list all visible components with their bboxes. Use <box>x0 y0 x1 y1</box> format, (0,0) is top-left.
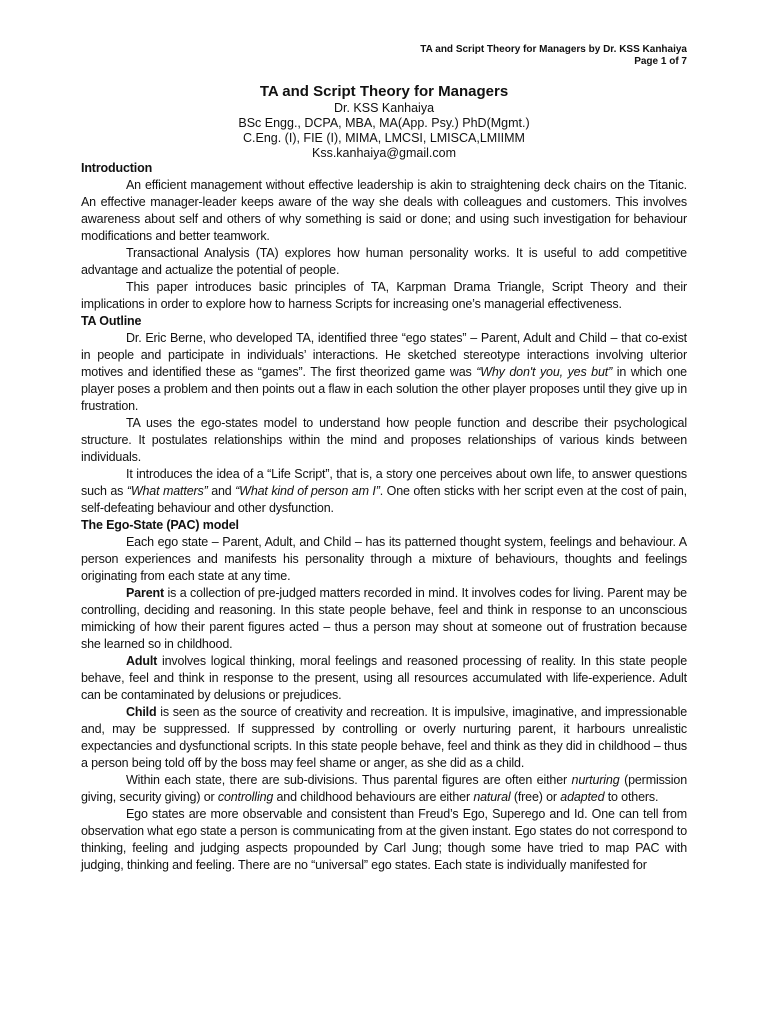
running-title: TA and Script Theory for Managers by Dr. KSS Kanhaiya <box>420 44 687 55</box>
document-title: TA and Script Theory for Managers <box>259 83 509 100</box>
pac-adult-paragraph: Adult involves logical thinking, moral feelings and reasoned processing of reality. In this state people behave, feel and think in response to the present, using all resources accumulated with life-experience. Adult can be contaminated by delusions or prejudices. <box>81 654 688 702</box>
intro-paragraph-3: This paper introduces basic principles of TA, Karpman Drama Triangle, Script Theory and their implications in order to explore how to harness Scripts for increasing one’s managerial effectiveness. <box>81 280 687 311</box>
intro-paragraph-1: An efficient management without effective leadership is akin to straightening deck chairs on the Titanic. An effective manager-leader keeps aware of the way she deals with colleagues and customers. This involves awareness about self and others of why something is said or done; and using such investigation for behaviour modifications and better teamwork. <box>81 178 687 243</box>
pac-child-paragraph: Child is seen as the source of creativity and recreation. It is impulsive, imaginative, and impressionable and, may be suppressed. If suppressed by controlling or overly nurturing parent, it harbours unrealistic expectancies and dysfunctional scripts. In this state people behave, feel and think as they did in childhood – thus a person being told off by the boss may feel shame or anger, as she did as a child. <box>81 705 687 770</box>
author-name: Dr. KSS Kanhaiya <box>333 101 435 115</box>
outline-paragraph-3: It introduces the idea of a “Life Script”, that is, a story one perceives about own life, to answer questions such as “What matters” and “What kind of person am I”. One often sticks with her script even at the cost of pain, self-defeating behaviour and other dysfunction. <box>81 467 687 515</box>
heading-pac-model: The Ego-State (PAC) model <box>81 518 239 532</box>
title-block <box>0 83 768 161</box>
pac-last-paragraph: Ego states are more observable and consistent than Freud’s Ego, Superego and Id. One can tell from observation what ego state a person is communicating from at the given instant. Ego states do not correspond to thinking, feeling and judging aspects propounded by Carl Jung; though some have tried to map PAC with judging, thinking and feeling. There are no “universal” ego states. Each state is individually manifested for <box>81 807 687 872</box>
outline-paragraph-1: Dr. Eric Berne, who developed TA, identified three “ego states” – Parent, Adult and Child – that co-exist in people and participate in individuals’ interactions. He sketched stereotype interactions involving ulterior motives and identified these as “games”. The first theorized game was “Why don't you, yes but” in which one player poses a problem and then points out a flaw in each solution the other player proposes until they give up in frustration. <box>81 331 687 413</box>
heading-introduction: Introduction <box>81 161 153 175</box>
pac-subdivisions-paragraph: Within each state, there are sub-divisions. Thus parental figures are often either nurturing (permission giving, security giving) or controlling and childhood behaviours are either natural (free) or adapted to others. <box>81 773 688 804</box>
page-number: Page 1 of 7 <box>634 56 687 67</box>
author-qualifications-1: BSc Engg., DCPA, MBA, MA(App. Psy.) PhD(Mgmt.) <box>238 116 530 130</box>
intro-paragraph-2: Transactional Analysis (TA) explores how human personality works. It is useful to add competitive advantage and actualize the potential of people. <box>81 246 687 277</box>
pac-parent-paragraph: Parent is a collection of pre-judged matters recorded in mind. It involves codes for living. Parent may be controlling, deciding and reasoning. In this state people behave, feel and think in response to an unconscious mimicking of how their parent figures acted – thus a person may shout at someone out of frustration because she learned so in childhood. <box>81 586 687 651</box>
pac-paragraph-1: Each ego state – Parent, Adult, and Child – has its patterned thought system, feelings and behaviour. A person experiences and manifests his personality through a mixture of behaviours, thoughts and feelings originating from each state at any time. <box>81 535 687 583</box>
outline-paragraph-2: TA uses the ego-states model to understand how people function and describe their psychological structure. It postulates relationships within the mind and proposes relationships of various kinds between individuals. <box>81 416 687 464</box>
author-qualifications-2: C.Eng. (I), FIE (I), MIMA, LMCSI, LMISCA,LMIIMM <box>243 131 525 145</box>
author-email[interactable]: Kss.kanhaiya@gmail.com <box>312 146 456 160</box>
heading-ta-outline: TA Outline <box>81 314 142 328</box>
running-header <box>420 44 687 68</box>
document-body <box>81 160 687 874</box>
